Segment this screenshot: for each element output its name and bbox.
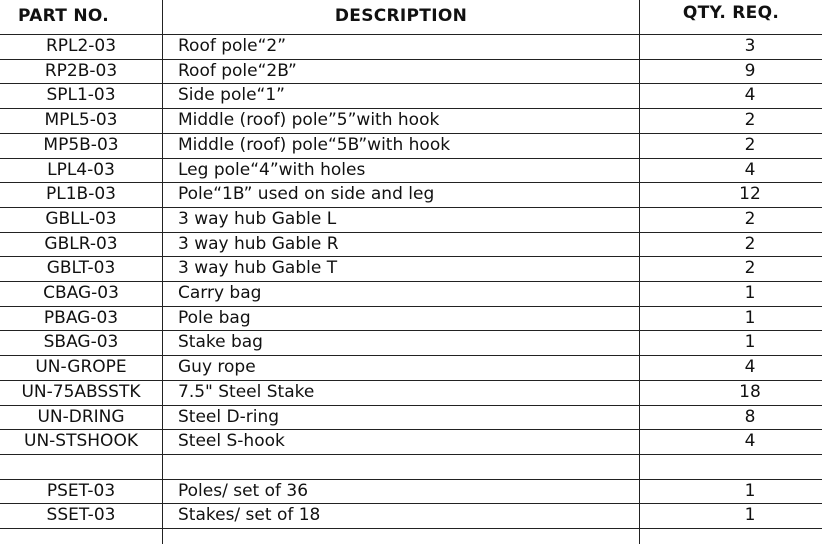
quantity-cell: 2 [744, 258, 756, 279]
part-number-cell: MPL5-03 [44, 110, 118, 131]
table-row [0, 108, 822, 133]
table-row [0, 281, 822, 306]
description-cell: Side pole“1” [178, 85, 285, 106]
table-row [0, 429, 822, 454]
quantity-cell: 12 [739, 184, 761, 205]
part-number-cell: PBAG-03 [43, 307, 119, 328]
table-row [0, 454, 822, 479]
table-row [0, 158, 822, 183]
part-number-cell: RP2B-03 [44, 60, 118, 81]
table-row [0, 355, 822, 380]
description-cell: Middle (roof) pole“5B”with hook [178, 134, 451, 155]
part-number-cell: LPL4-03 [47, 159, 115, 180]
part-number-cell: PSET-03 [46, 480, 116, 501]
part-number-cell: CBAG-03 [43, 283, 119, 303]
part-number-cell: SSET-03 [46, 505, 116, 526]
description-cell: Pole bag [178, 307, 251, 328]
part-number-cell: UN-DRING [37, 406, 125, 427]
quantity-cell: 2 [744, 110, 756, 131]
header-qty-req: QTY. REQ. [682, 3, 780, 23]
part-number-cell: PL1B-03 [46, 184, 116, 205]
row-divider [0, 528, 822, 529]
part-number-cell: MP5B-03 [43, 134, 119, 155]
table-row [0, 306, 822, 331]
description-cell: 3 way hub Gable T [178, 258, 338, 279]
description-cell: Leg pole“4”with holes [178, 159, 366, 180]
table-row [0, 207, 822, 232]
quantity-cell: 4 [744, 357, 756, 378]
part-number-cell: GBLL-03 [45, 208, 117, 229]
description-cell: 3 way hub Gable R [178, 233, 339, 254]
table-row [0, 479, 822, 504]
part-number-cell: UN-STSHOOK [24, 431, 138, 452]
quantity-cell: 2 [744, 134, 756, 155]
description-cell: Steel S-hook [178, 431, 285, 452]
description-cell: Stakes/ set of 18 [178, 505, 321, 526]
quantity-cell: 1 [744, 480, 756, 501]
table-row [0, 182, 822, 207]
table-row [0, 83, 822, 108]
table-row [0, 405, 822, 430]
part-number-cell: GBLT-03 [46, 258, 116, 279]
description-cell: 3 way hub Gable L [178, 208, 337, 229]
quantity-cell: 18 [739, 381, 761, 402]
part-number-cell: UN-75ABSSTK [21, 381, 141, 402]
description-cell: Roof pole“2B” [178, 60, 297, 81]
table-row [0, 256, 822, 281]
description-cell: Middle (roof) pole”5”with hook [178, 110, 440, 131]
description-cell: Steel D-ring [178, 406, 280, 427]
part-number-cell: SBAG-03 [43, 332, 119, 353]
quantity-cell: 1 [744, 283, 756, 303]
quantity-cell: 1 [744, 307, 756, 328]
table-row [0, 133, 822, 158]
quantity-cell: 8 [744, 406, 756, 427]
description-cell: Carry bag [178, 283, 262, 303]
quantity-cell: 1 [744, 332, 756, 353]
description-cell: Pole“1B” used on side and leg [178, 184, 435, 205]
table-row [0, 503, 822, 528]
table-row [0, 232, 822, 257]
description-cell: 7.5" Steel Stake [178, 381, 315, 402]
quantity-cell: 4 [744, 431, 756, 452]
description-cell: Guy rope [178, 357, 256, 378]
description-cell: Poles/ set of 36 [178, 480, 309, 501]
quantity-cell: 1 [744, 505, 756, 526]
table-row [0, 330, 822, 355]
quantity-cell: 2 [744, 208, 756, 229]
part-number-cell: GBLR-03 [44, 233, 118, 254]
quantity-cell: 4 [744, 85, 756, 106]
quantity-cell: 3 [744, 36, 756, 56]
table-row [0, 34, 822, 59]
header-description: DESCRIPTION [334, 6, 468, 26]
quantity-cell: 2 [744, 233, 756, 254]
part-number-cell: SPL1-03 [46, 85, 116, 106]
quantity-cell: 9 [744, 60, 756, 81]
part-number-cell: RPL2-03 [45, 36, 117, 56]
table-row [0, 380, 822, 405]
table-row [0, 59, 822, 84]
description-cell: Roof pole“2” [178, 36, 287, 56]
header-part-no: PART NO. [18, 6, 110, 26]
part-number-cell: UN-GROPE [35, 357, 127, 378]
description-cell: Stake bag [178, 332, 263, 353]
quantity-cell: 4 [744, 159, 756, 180]
